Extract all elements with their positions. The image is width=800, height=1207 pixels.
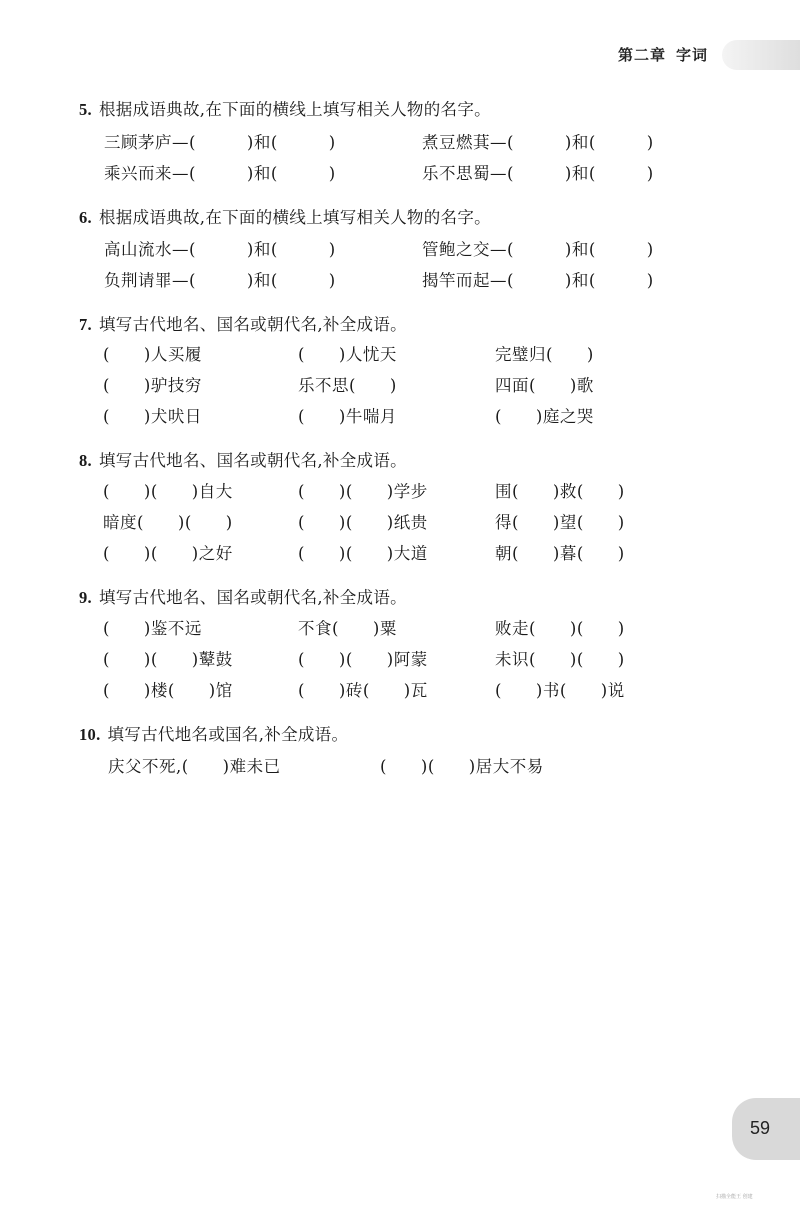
question-9-title xyxy=(79,588,407,608)
blank-item[interactable]: 完璧归( ) xyxy=(495,345,594,364)
blank-item[interactable]: ( )庭之哭 xyxy=(495,407,594,426)
page-number: 59 xyxy=(750,1118,771,1138)
blank-item[interactable]: ( )( )纸贵 xyxy=(298,513,428,532)
blank-item[interactable]: ( )( )学步 xyxy=(298,482,428,501)
question-number: 5. xyxy=(79,100,92,119)
question-number: 7. xyxy=(79,315,92,334)
blank-item[interactable]: ( )( )鼙鼓 xyxy=(103,650,233,669)
question-text: 填写古代地名、国名或朝代名,补全成语。 xyxy=(98,451,407,470)
question-text: 填写古代地名或国名,补全成语。 xyxy=(107,725,349,744)
blank-item[interactable]: ( )人忧天 xyxy=(298,345,397,364)
question-7-title xyxy=(79,315,407,335)
blank-item[interactable]: 得( )望( ) xyxy=(495,513,625,532)
question-10-title xyxy=(79,725,348,745)
blank-item[interactable]: 揭竿而起—( )和( ) xyxy=(422,271,654,290)
blank-item[interactable]: ( )驴技穷 xyxy=(103,376,202,395)
blank-item[interactable]: 朝( )暮( ) xyxy=(495,544,625,563)
blank-item[interactable]: 高山流水—( )和( ) xyxy=(104,240,336,259)
blank-item[interactable]: 不食( )粟 xyxy=(298,619,397,638)
blank-item[interactable]: 管鲍之交—( )和( ) xyxy=(422,240,654,259)
blank-item[interactable]: 未识( )( ) xyxy=(495,650,625,669)
blank-item[interactable]: 乘兴而来—( )和( ) xyxy=(104,164,336,183)
blank-item[interactable]: ( )( )大道 xyxy=(298,544,428,563)
blank-item[interactable]: ( )书( )说 xyxy=(495,681,625,700)
question-number: 8. xyxy=(79,451,92,470)
blank-item[interactable]: 围( )救( ) xyxy=(495,482,625,501)
blank-item[interactable]: ( )( )阿蒙 xyxy=(298,650,428,669)
chapter-header xyxy=(608,44,708,65)
blank-item[interactable]: ( )牛喘月 xyxy=(298,407,397,426)
blank-item[interactable]: 乐不思( ) xyxy=(298,376,397,395)
question-8-title xyxy=(79,451,407,471)
blank-item[interactable]: ( )砖( )瓦 xyxy=(298,681,428,700)
blank-item[interactable]: ( )鉴不远 xyxy=(103,619,202,638)
blank-item[interactable]: 暗度( )( ) xyxy=(103,513,233,532)
blank-item[interactable]: ( )( )居大不易 xyxy=(380,757,544,776)
question-text: 填写古代地名、国名或朝代名,补全成语。 xyxy=(98,315,407,334)
question-text: 根据成语典故,在下面的横线上填写相关人物的名字。 xyxy=(98,208,491,227)
question-number: 6. xyxy=(79,208,92,227)
blank-item[interactable]: 败走( )( ) xyxy=(495,619,625,638)
question-number: 9. xyxy=(79,588,92,607)
blank-item[interactable]: ( )人买履 xyxy=(103,345,202,364)
blank-item[interactable]: ( )( )自大 xyxy=(103,482,233,501)
question-text: 填写古代地名、国名或朝代名,补全成语。 xyxy=(98,588,407,607)
blank-item[interactable]: 庆父不死,( )难未已 xyxy=(108,757,281,776)
blank-item[interactable]: 三顾茅庐—( )和( ) xyxy=(104,133,336,152)
question-number: 10. xyxy=(79,725,101,744)
question-text: 根据成语典故,在下面的横线上填写相关人物的名字。 xyxy=(98,100,491,119)
section-label: 字词 xyxy=(675,46,708,64)
scanner-watermark: 扫描全能王 创建 xyxy=(716,1194,753,1200)
question-5-title xyxy=(79,100,491,120)
chapter-label: 第二章 xyxy=(617,46,666,64)
blank-item[interactable]: 煮豆燃萁—( )和( ) xyxy=(422,133,654,152)
blank-item[interactable]: ( )犬吠日 xyxy=(103,407,202,426)
blank-item[interactable]: ( )( )之好 xyxy=(103,544,233,563)
blank-item[interactable]: 负荆请罪—( )和( ) xyxy=(104,271,336,290)
blank-item[interactable]: 乐不思蜀—( )和( ) xyxy=(422,164,654,183)
blank-item[interactable]: 四面( )歌 xyxy=(495,376,594,395)
header-tab-decoration xyxy=(722,40,800,70)
blank-item[interactable]: ( )楼( )馆 xyxy=(103,681,233,700)
question-6-title xyxy=(79,208,491,228)
